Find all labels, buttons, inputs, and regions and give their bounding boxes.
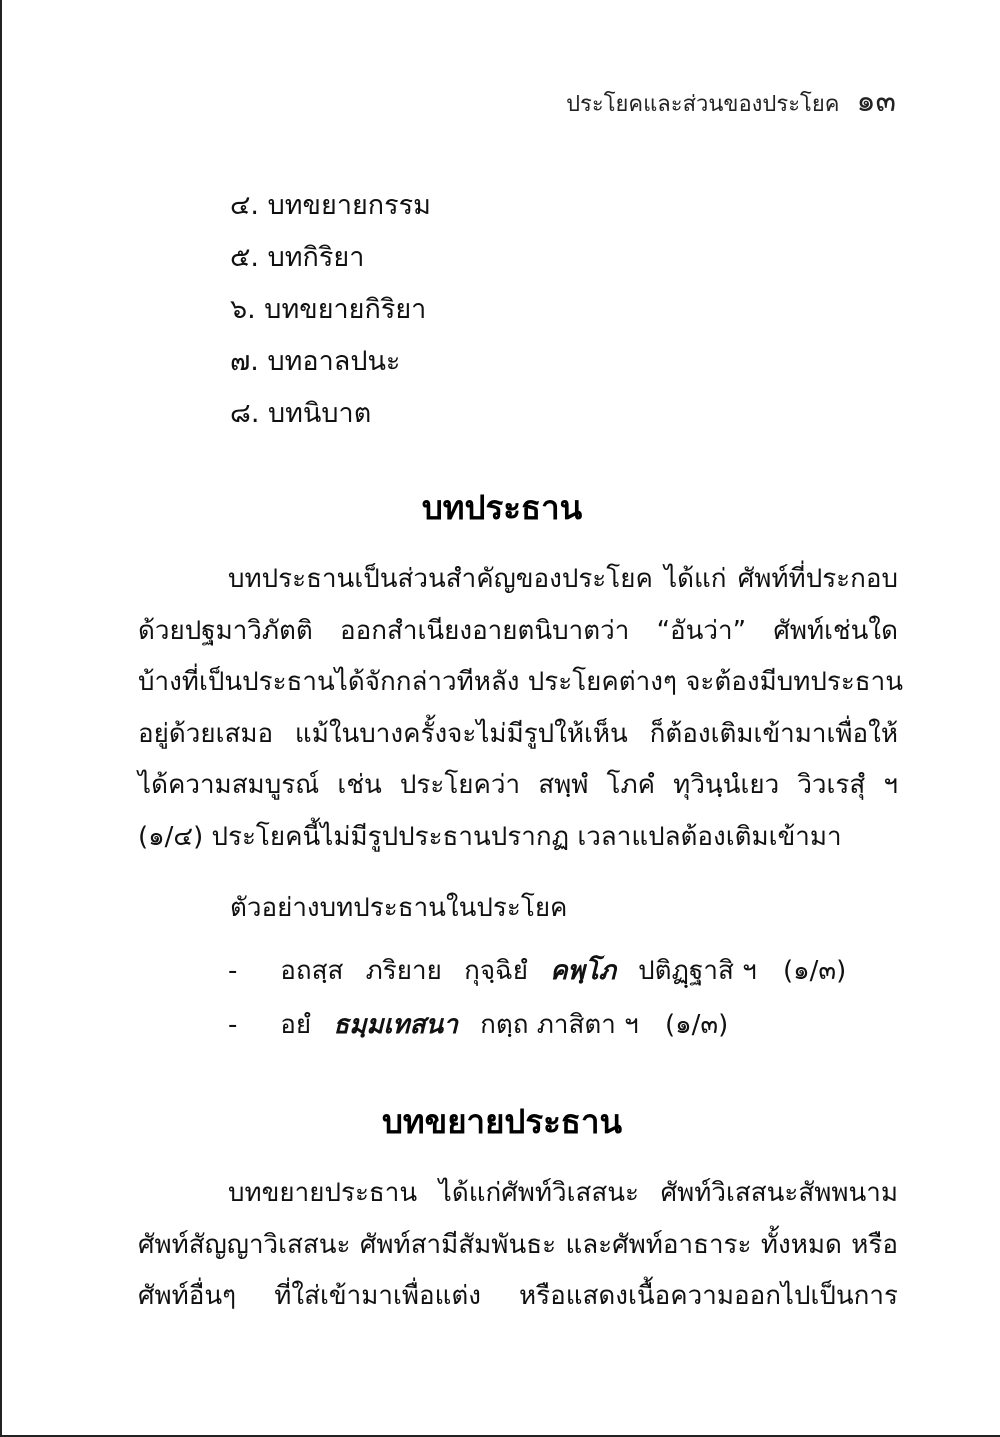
example-word: กตฺถ ภาสิตา ฯ	[480, 1010, 639, 1040]
examples-list	[228, 944, 846, 1052]
example-dash: -	[228, 1010, 238, 1040]
example-item	[228, 998, 846, 1052]
list-item: ๔. บทขยายกรรม	[230, 190, 431, 221]
example-item	[228, 944, 846, 998]
paragraph-line: บทขยายประธาน ได้แก่ศัพท์วิเสสนะ ศัพท์วิเสสนะสัพพนาม	[228, 1178, 898, 1208]
example-word: กุจฺฉิยํ	[464, 956, 528, 986]
list-item: ๘. บทนิบาต	[230, 398, 372, 429]
paragraph-subject-modifier	[138, 1168, 898, 1323]
example-reference: (๑/๓)	[782, 956, 847, 986]
example-word: อถสฺส	[280, 956, 344, 986]
paragraph-line: บทประธานเป็นส่วนสำคัญของประโยค ได้แก่ ศัพท์ที่ประกอบ	[228, 564, 898, 594]
example-dash: -	[228, 956, 238, 986]
list-item: ๗. บทอาลปนะ	[230, 346, 401, 377]
example-emphasis: คพฺโภ	[550, 956, 616, 986]
examples-intro: ตัวอย่างบทประธานในประโยค	[230, 893, 568, 923]
section-heading-subject: บทประธาน	[421, 488, 583, 527]
paragraph-line: (๑/๔) ประโยคนี้ไม่มีรูปประธานปรากฏ เวลาแปลต้องเติมเข้ามา	[138, 821, 842, 852]
example-word: ภริยาย	[365, 956, 442, 986]
paragraph-line: ด้วยปฐมาวิภัตติ ออกสำเนียงอายตนิบาตว่า “อันว่า” ศัพท์เช่นใด	[138, 615, 898, 646]
paragraph-line: อยู่ด้วยเสมอ แม้ในบางครั้งจะไม่มีรูปให้เห็น ก็ต้องเติมเข้ามาเพื่อให้	[138, 718, 898, 749]
running-header-title: ประโยคและส่วนของประโยค	[566, 92, 840, 117]
page-number: ๑๓	[856, 84, 896, 119]
example-word: ปติฏฺฐาสิ ฯ	[638, 956, 757, 986]
example-reference: (๑/๓)	[664, 1010, 729, 1040]
list-item: ๕. บทกิริยา	[230, 242, 365, 273]
example-emphasis: ธมฺมเทสนา	[333, 1010, 458, 1040]
paragraph-line: ได้ความสมบูรณ์ เช่น ประโยคว่า สพฺพํ โภคํ ทุวินฺนํเยว วิวเรสุํ ฯ	[138, 770, 898, 801]
paragraph-line: ศัพท์อื่นๆ ที่ใส่เข้ามาเพื่อแต่ง หรือแสดงเนื้อความออกไปเป็นการ	[138, 1281, 898, 1312]
part-list	[230, 180, 431, 440]
paragraph-line: บ้างที่เป็นประธานได้จักกล่าวทีหลัง ประโยคต่างๆ จะต้องมีบทประธาน	[138, 667, 904, 698]
list-item: ๖. บทขยายกิริยา	[230, 294, 427, 325]
paragraph-line: ศัพท์สัญญาวิเสสนะ ศัพท์สามีสัมพันธะ และศัพท์อาธาระ ทั้งหมด หรือ	[138, 1229, 898, 1260]
paragraph-subject	[138, 554, 904, 864]
running-header	[566, 80, 896, 127]
example-word: อยํ	[280, 1010, 312, 1040]
section-heading-subject-modifier: บทขยายประธาน	[381, 1102, 623, 1141]
